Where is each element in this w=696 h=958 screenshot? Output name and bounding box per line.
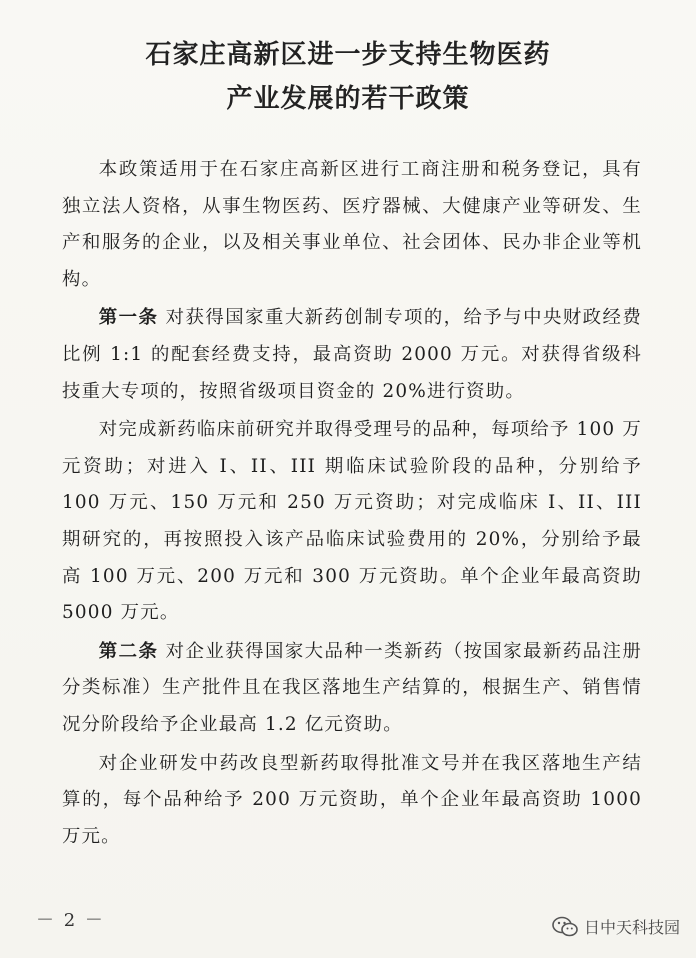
wechat-icon <box>552 916 578 938</box>
article-2-paragraph <box>62 634 642 744</box>
article-1-heading: 第一条 <box>98 307 159 329</box>
document-title-line-1: 石家庄高新区进一步支持生物医药 <box>145 40 551 70</box>
intro-paragraph: 本政策适用于在石家庄高新区进行工商注册和税务登记，具有独立法人资格，从事生物医药、医疗器械、大健康产业等研发、生产和服务的企业，以及相关事业单位、社会团体、民办非企业等机构。 <box>62 159 642 290</box>
article-1-paragraph <box>62 300 642 410</box>
article-2-paragraph-2: 对企业研发中药改良型新药取得批准文号并在我区落地生产结算的，每个品种给予 200 万元资助，单个企业年最高资助 1000 万元。 <box>62 752 642 847</box>
article-2-heading: 第二条 <box>98 640 159 662</box>
document-title-line-2: 产业发展的若干政策 <box>226 84 470 114</box>
article-1-paragraph-2: 对完成新药临床前研究并取得受理号的品种，每项给予 100 万元资助；对进入 I、II、III 期临床试验阶段的品种，分别给予 100 万元、150 万元和 250 万元资助；对完成临床 I、II、III 期研究的，再按照投入该产品临床试验费用的 20%，分别给予最高 100 万元、200 万元和 300 万元资助。单个企业年最高资助 5000 万元。 <box>62 419 642 624</box>
watermark-text: 日中天科技园 <box>583 918 680 937</box>
article-1-text: 对获得国家重大新药创制专项的，给予与中央财政经费比例 1:1 的配套经费支持，最高资助 2000 万元。对获得省级科技重大专项的，按照省级项目资金的 20%进行资助。 <box>62 307 642 402</box>
article-2-text: 对企业获得国家大品种一类新药（按国家最新药品注册分类标准）生产批件且在我区落地生产结算的，根据生产、销售情况分阶段给予企业最高 1.2 亿元资助。 <box>62 640 642 735</box>
wechat-watermark <box>552 915 680 938</box>
page-number: － 2 － <box>36 910 105 931</box>
document-body <box>62 152 642 855</box>
